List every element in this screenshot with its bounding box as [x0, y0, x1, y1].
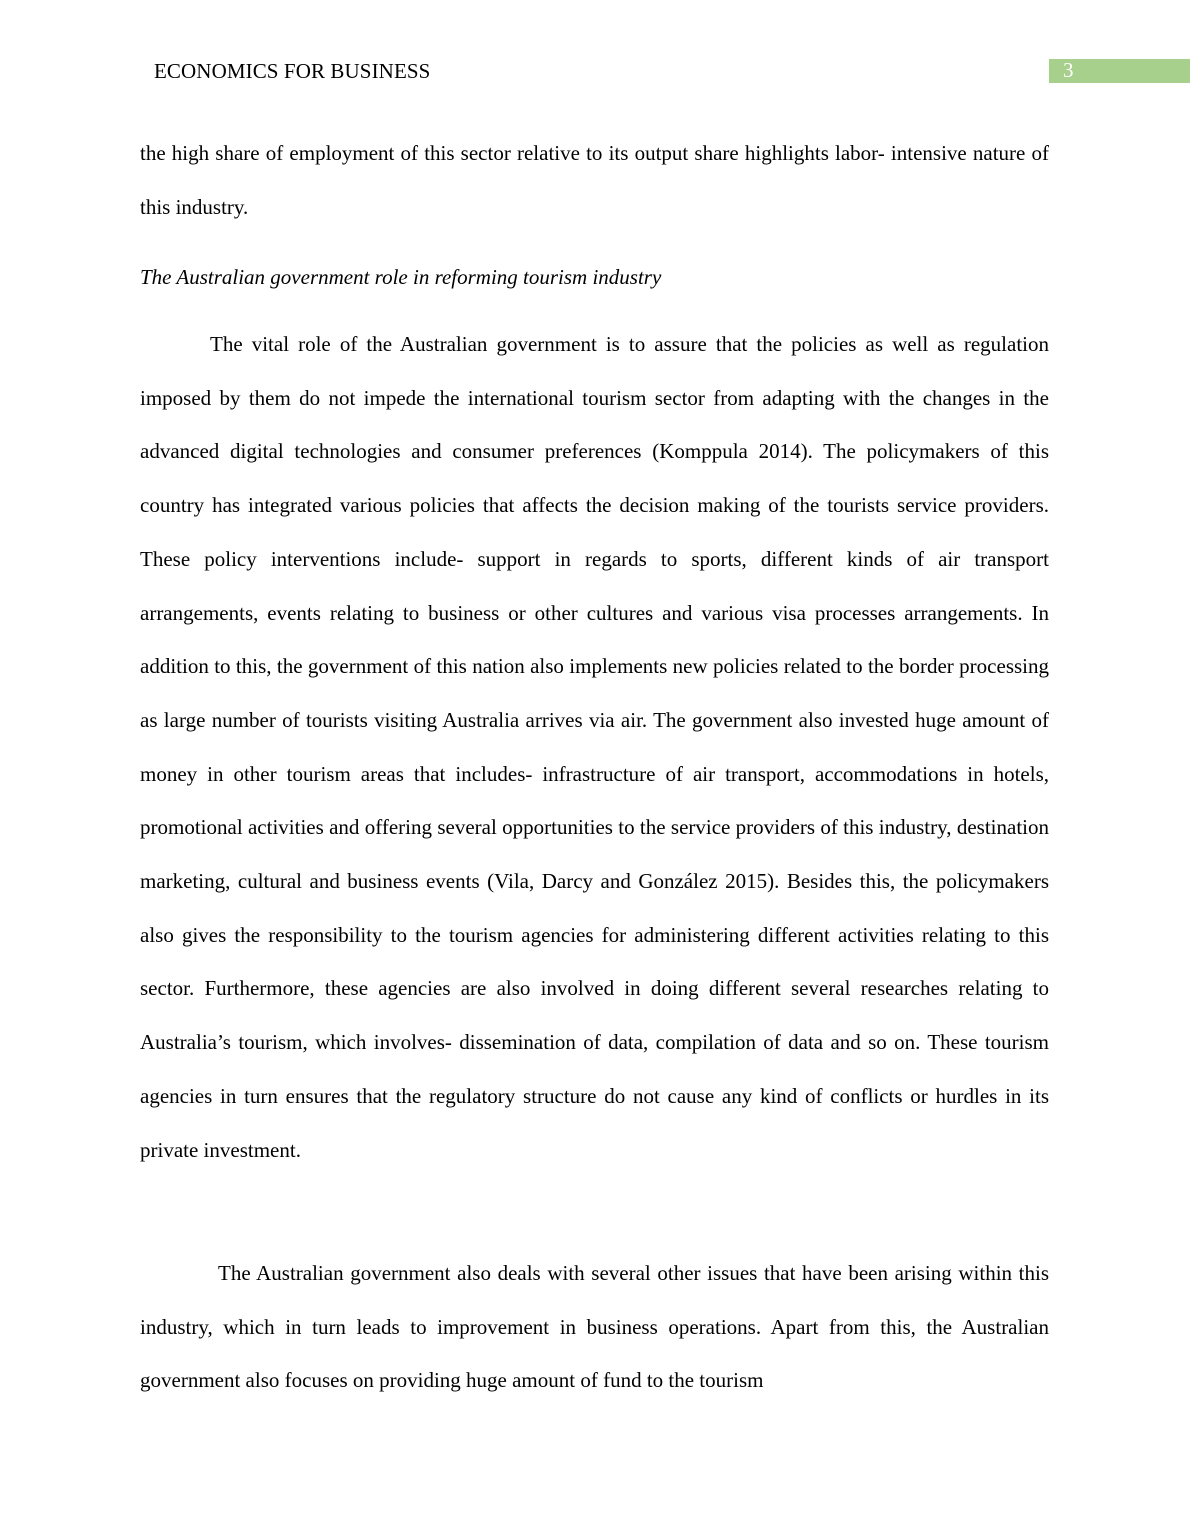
body-paragraph-1: The vital role of the Australian government is to assure that the policies as well as regulation imposed by them do not impede the international tourism sector from adapting with the changes in the advanced digital technologies and consumer preferences (Komppula 2014). The policymakers of this country has integrated various policies that affects the decision making of the tourists service providers. These policy interventions include- support in regards to sports, different kinds of air transport arrangements, events relating to business or other cultures and various visa processes arrangements. In addition to this, the government of this nation also implements new policies related to the border processing as large number of tourists visiting Australia arrives via air. The government also invested huge amount of money in other tourism areas that includes- infrastructure of air transport, accommodations in hotels, promotional activities and offering several opportunities to the service providers of this industry, destination marketing, cultural and business events (Vila, Darcy and González 2015). Besides this, the policymakers also gives the responsibility to the tourism agencies for administering different activities relating to this sector. Furthermore, these agencies are also involved in doing different several researches relating to Australia’s tourism, which involves- dissemination of data, compilation of data and so on. These tourism agencies in turn ensures that the regulatory structure do not cause any kind of conflicts or hurdles in its private investment.: [140, 332, 1049, 1162]
section-heading: The Australian government role in reforming tourism industry: [140, 265, 662, 289]
continuation-paragraph: the high share of employment of this sector relative to its output share highlights labor- intensive nature of this industry.: [140, 141, 1049, 219]
page-number: 3: [1063, 58, 1074, 82]
body-paragraph-2: The Australian government also deals with several other issues that have been arising within this industry, which in turn leads to improvement in business operations. Apart from this, the Australian government also focuses on providing huge amount of fund to the tourism: [140, 1261, 1049, 1393]
running-head-title: ECONOMICS FOR BUSINESS: [154, 59, 431, 83]
page-number-badge: [1049, 59, 1190, 83]
